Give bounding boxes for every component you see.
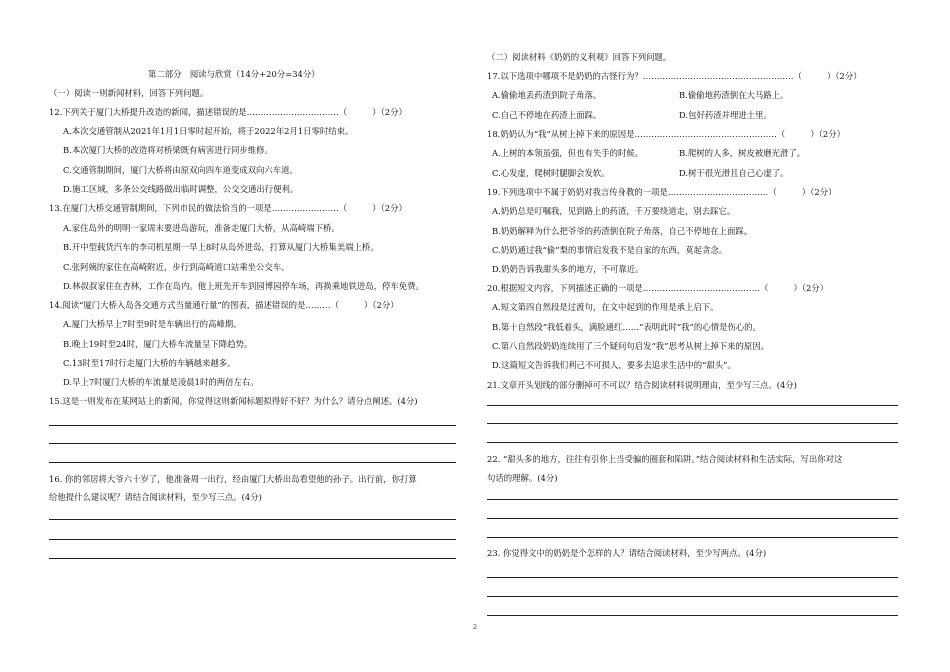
q23-answer-line-1[interactable] [487,577,898,578]
q22-stem-line-1: 22. “甜头多的地方，往往有引你上当受骗的圈套和陷阱。”结合阅读材料和生活实际，写出你对这 [487,454,843,464]
q22-answer-line-3[interactable] [487,537,898,538]
q17-option-d: D.包好药渣并埋进土里。 [679,110,772,120]
q18-option-d: D.树干很光滑且自己心虚了。 [679,168,789,178]
q21-answer-line-1[interactable] [487,405,898,406]
q14-option-a: A.厦门大桥早上7时至9时是车辆出行的高峰期。 [63,319,242,329]
q23-stem: 23. 你觉得文中的奶奶是个怎样的人？请结合阅读材料，至少写两点。(4分) [487,548,767,558]
q17-stem: 17.以下选项中哪项不是奶奶的古怪行为？………………………………………………（ ）（2分） [487,71,862,81]
q14-stem: 14.阅读“厦门大桥入岛各交通方式当量通行量”的图表，描述错误的是………（ ）（2分） [49,300,399,310]
q16-answer-line-3[interactable] [49,558,456,559]
q17-option-b: B.偷偷地药渣倒在大马路上。 [679,90,789,100]
q16-stem-line-2: 给他提什么建议呢？请结合阅读材料，至少写三点。(4分) [49,492,262,502]
q20-stem: 20.根据短文内容，下列描述正确的一项是……………………………………（ ）（2分） [487,283,829,293]
q21-answer-line-2[interactable] [487,423,898,424]
q12-option-a: A.本次交通管制从2021年1月1日零时起开始，将于2022年2月1日零时结束。 [63,126,354,136]
q20-option-d: D.这篇短文告诉我们利己不可损人，要多去追求生活中的“甜头”。 [492,360,736,370]
q18-option-c: C.心发虚，爬树时腿脚会发软。 [492,168,610,178]
q13-option-d: D.林叔叔家住在杏林，工作在岛内。他上班先开车到园博园停车场，再换乘地铁进岛，停车免费。 [63,281,424,291]
q18-stem: 18.奶奶认为“我”从树上掉下来的原因是……………………………………………（ ）（2分） [487,129,846,139]
q13-stem: 13.在厦门大桥交通管制期间，下列市民的做法恰当的一项是……………………（ ）（2分） [49,203,407,213]
q19-option-d: D.奶奶告诉我甜头多的地方，不可靠近。 [492,264,644,274]
q21-answer-line-3[interactable] [487,442,898,443]
q15-answer-line-1[interactable] [49,425,456,426]
q13-option-a: A.家住岛外的明明一家周末要进岛游玩，准备走厦门大桥，从高崎端下桥。 [63,223,340,233]
section-title: 第二部分 阅读与欣赏（14分+20分=34分） [148,69,320,79]
q18-option-b: B.爬树的人多，树皮被磨光滑了。 [679,148,806,158]
q13-option-c: C.张阿姨的家住在高崎附近，步行到高崎道口站乘坐公交车。 [63,262,290,272]
q22-answer-line-1[interactable] [487,499,898,500]
q14-option-c: C.13时至17时行走厦门大桥的车辆越来越多。 [63,358,236,368]
q18-option-a: A.上树的本领虽强，但也有失手的时候。 [492,148,644,158]
q16-answer-line-2[interactable] [49,539,456,540]
q12-option-b: B.本次厦门大桥的改造将对桥梁既有病害进行同步维修。 [63,145,273,155]
q17-option-a: A.偷偷地丢药渣到院子角落。 [492,90,602,100]
q16-stem-line-1: 16. 你的邻居将大爷六十岁了，他准备周一出行，经由厦门大桥出岛看望他的孙子。出行前，你打算 [49,474,417,484]
q17-option-c: C.自己不停地在药渣上面踩。 [492,110,602,120]
right-column [475,0,950,672]
q19-option-a: A.奶奶总是叮嘱我，见到路上的药渣，千万要绕道走，别去踩它。 [492,206,736,216]
q15-answer-line-3[interactable] [49,462,456,463]
q22-answer-line-2[interactable] [487,518,898,519]
q20-option-b: B.第十自然段“我低着头，满脸通红……”表明此时“我”的心情是伤心的。 [492,322,761,332]
q23-answer-line-3[interactable] [487,615,898,616]
q12-option-c: C.交通管制期间，厦门大桥将由原双向四车道变成双向六车道。 [63,165,298,175]
q14-option-d: D.早上7时厦门大桥的车流量是凌晨1时的两倍左右。 [63,377,259,387]
q19-option-c: C.奶奶通过我“偷”梨的事情启发我不是自家的东西，莫起贪念。 [492,245,728,255]
q20-option-c: C.第八自然段奶奶连续用了三个疑问句启发“我”思考从树上掉下来的原因。 [492,341,769,351]
q15-answer-line-2[interactable] [49,443,456,444]
subsection-1-title: （一）阅读一则新闻材料，回答下列问题。 [49,88,209,98]
q23-answer-line-2[interactable] [487,596,898,597]
q13-option-b: B.开中型载货汽车的李司机星期一早上8时从岛外进岛，打算从厦门大桥集美端上桥。 [63,242,379,252]
q12-option-d: D.施工区域，多条公交线路做出临时调整，公交交通出行便利。 [63,184,299,194]
q14-option-b: B.晚上19时至24时，厦门大桥车流量呈下降趋势。 [63,339,253,349]
q19-stem: 19.下列选项中不属于奶奶对我言传身教的一项是………………………………（ ）（2分） [487,187,837,197]
q20-option-a: A.短文第四自然段是过渡句，在文中起到的作用是承上启下。 [492,302,719,312]
q21-stem: 21.文章开头划线的部分删掉可不可以？结合阅读材料说明理由，至少写三点。(4分) [487,380,797,390]
q12-stem: 12.下列关于厦门大桥提升改造的新闻，描述错误的是……………………………（ ）（2分） [49,107,407,117]
q19-option-b: B.奶奶解释为什么把爷爷的药渣倒在院子角落，自己不停地在上面踩。 [492,226,753,236]
q15-stem: 15.这是一则发布在某网站上的新闻，你觉得这则新闻标题拟得好不好？为什么？请分点阐述。(4分) [49,396,418,406]
subsection-2-title: （二）阅读材料《奶奶的义利观》回答下列问题。 [487,52,672,62]
page-number: 2 [472,623,478,631]
q16-answer-line-1[interactable] [49,519,456,520]
q22-stem-line-2: 句话的理解。(4分) [487,473,558,483]
